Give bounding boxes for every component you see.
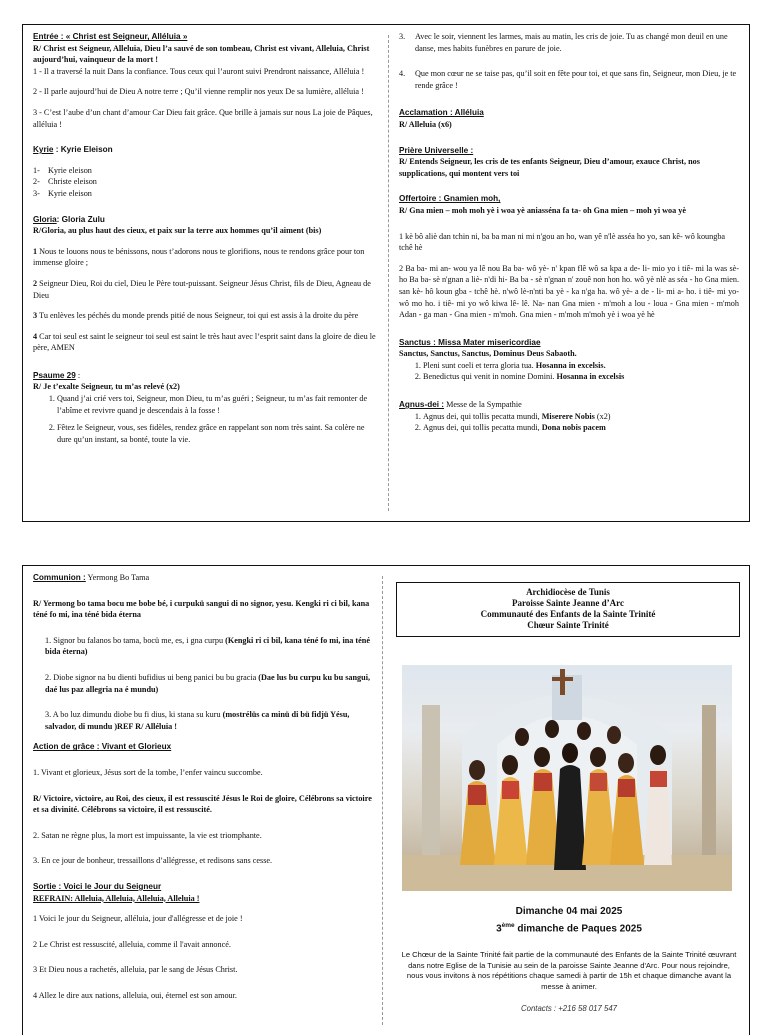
gloria-heading-title: : Gloria Zulu: [56, 214, 105, 224]
sanctus-heading: Sanctus : Missa Mater misericordiae: [399, 337, 541, 347]
psaume-refrain: R/ Je t’exalte Seigneur, tu m’as relevé (x2): [33, 382, 180, 392]
action-line-1: 1. Vivant et glorieux, Jésus sort de la tombe, l’enfer vaincu succombe.: [33, 767, 263, 777]
psaume-verse-list: [33, 393, 379, 445]
entree-verse-3: 3 - C’est l’aube d’un chant d’amour Car Dieu fait grâce. Que brille à jamais sur nous La joie de Pâques, alléluia !: [33, 107, 373, 129]
psaume-heading-label: Psaume 29: [33, 370, 76, 380]
agnus-heading-title: Messe de la Sympathie: [444, 400, 522, 410]
gloria-heading-label: Gloria: [33, 214, 57, 224]
communion-verse-2: 2. Diobe signor na bu dienti bufidius ui beng panici bu bu gracia (Dae lus bu curpu ku bu sangui, daé lus paz allegria na é mundu): [45, 672, 371, 694]
psaume-verse-4: 4. Que mon cœur ne se taise pas, qu’il soit en fête pour toi, et que sans fin, Seigneur, mon Dieu, je te rende grâce !: [399, 69, 737, 90]
psaume-verse: 1. Quand j’ai crié vers toi, Seigneur, mon Dieu, tu m’as guéri ; Seigneur, tu m’as fait remonter de l’abîme et revivre quand je descendais à la fosse !: [57, 393, 379, 416]
sortie-verse-4: 4 Allez le dire aux nations, alleluia, oui, éternel est son amour.: [33, 990, 237, 1000]
gloria-heading: [33, 214, 379, 226]
kyrie-heading-title: : Kyrie Eleison: [53, 145, 113, 155]
kyrie-item: 3- Kyrie eleison: [33, 188, 92, 198]
gloria-verse-2: 2 Seigneur Dieu, Roi du ciel, Dieu le Père tout-puissant. Seigneur Jésus Christ, fils de Dieu, Agneau de Dieu: [33, 278, 371, 300]
entree-heading: Entrée : « Christ est Seigneur, Alléluia »: [33, 32, 188, 41]
kyrie-item: 1- Kyrie eleison: [33, 165, 92, 175]
sortie-heading: Sortie : Voici le Jour du Seigneur: [33, 881, 162, 891]
date-line: Dimanche 04 mai 2025: [515, 906, 623, 917]
action-heading: Action de grâce : Vivant et Glorieux: [33, 742, 172, 752]
parish-header: [396, 582, 740, 637]
communion-verse-3: 3. A bo luz dimundu diobe bu fi dius, ki stana su kuru (mostrélüs ca minü di bü fidjü Yésu, salvador, di mundu )REF R/ Alléluia !: [45, 710, 350, 731]
gloria-verse-3: 3 Tu enlèves les péchés du monde prends pitié de nous Seigneur, toi qui est assis à la droite du père: [33, 311, 359, 321]
agnus-item: 2. Agnus dei, qui tollis pecatta mundi, Dona nobis pacem: [423, 422, 739, 434]
program-page-1: [22, 24, 750, 522]
sortie-verse-3: 3 Et Dieu nous a rachetés, alleluia, par le sang de Jésus Christ.: [33, 965, 238, 975]
choir-photo-illustration: [402, 665, 732, 891]
mass-date: [394, 905, 744, 936]
communion-refrain: R/ Yermong bo tama bocu me bobe bé, i curpukü sangui di no signor, yesu. Kengki ri ci bil, kana téné fo mi, ina téné bida éterna: [33, 598, 370, 620]
gloria-verse-1: 1 Nous te louons nous te bénissons, nous t’adorons nous te glorifions, nous te rendons grâce pour ton immense gloire ;: [33, 246, 365, 268]
agnus-heading: [399, 399, 739, 411]
sunday-line: 3ème dimanche de Paques 2025: [496, 922, 642, 935]
page2-left-column: [33, 572, 379, 1031]
psaume-heading-colon: :: [75, 370, 81, 380]
archdiocese-line: Archidiocèse de Tunis: [526, 587, 610, 597]
action-line-2: 2. Satan ne règne plus, la mort est impuissante, la vie est triomphante.: [33, 830, 262, 840]
kyrie-item: 2- Christe eleison: [33, 177, 97, 187]
column-divider: [382, 576, 383, 1025]
priere-refrain: R/ Entends Seigneur, les cris de tes enfants Seigneur, Dieu d’amour, exauce Christ, nos supplications, qui montent vers toi: [399, 157, 700, 178]
agnus-list: [399, 411, 739, 434]
page1-left-column: [33, 31, 379, 517]
psaume-verse-3: 3. Avec le soir, viennent les larmes, mais au matin, les cris de joie. Tu as changé mon deuil en une danse, mes habits funèbres en parure de joie.: [399, 32, 728, 53]
kyrie-heading-label: Kyrie: [33, 145, 54, 155]
sanctus-line: Sanctus, Sanctus, Sanctus, Dominus Deus Sabaoth.: [399, 349, 577, 359]
sortie-refrain: REFRAIN: Alleluia, Alleluia, Alleluia, Alleluia !: [33, 893, 200, 903]
psaume-heading: [33, 370, 379, 382]
acclamation-refrain: R/ Alleluia (x6): [399, 119, 452, 129]
choir-description: Le Chœur de la Sainte Trinité fait partie de la communauté des Enfants de la Sainte Trinité œuvrant dans notre Eglise de la Tunisie au sein de la paroisse Sainte Jeanne d'Arc. Pour nous rejoindre, nous vous invitons à nos répétitions chaque samedi à partir de 15h et chaque dimanche avant la messe à animer.: [401, 950, 737, 991]
communion-heading-title: Yermong Bo Tama: [85, 573, 150, 582]
program-page-2: [22, 565, 750, 1035]
choir-line: Chœur Sainte Trinité: [527, 620, 609, 630]
choir-photo: [402, 665, 732, 891]
offertoire-heading: Offertoire : Gnamien moh,: [399, 194, 501, 204]
column-divider: [388, 35, 389, 511]
communion-heading: [33, 572, 379, 584]
communion-heading-label: Communion :: [33, 573, 86, 582]
page2-right-column: [394, 572, 744, 1031]
agnus-item: 1. Agnus dei, qui tollis pecatta mundi, Miserere Nobis (x2): [423, 411, 739, 423]
sortie-verse-2: 2 Le Christ est ressuscité, alleluia, comme il l'avait annoncé.: [33, 939, 231, 949]
communion-verse-1: 1. Signor bu falanos bo tama, bocü me, es, i gna curpu (Kengki ri ci bil, kana téné fo mi, ina téné bida éterna): [45, 635, 370, 657]
parish-line: Paroisse Sainte Jeanne d’Arc: [512, 598, 624, 608]
sanctus-list: [399, 360, 739, 383]
sortie-verse-1: 1 Voici le jour du Seigneur, alléluia, jour d'allégresse et de joie !: [33, 914, 243, 924]
offertoire-verse-2: 2 Ba ba- mi an- wou ya lê nou Ba ba- wô yè- n' kpan flê wô sa kpa a de- li- mio yo i tiê- mi la was sè- ho Ba ba- sè n'gnan a liè- n'di hi- Ba ba - sè n'gnan n' zouê non hon ho. wô yè nlè as séa - ho Gna mien. san kè- hô koun gba - tchê hè. n'wô lè-n'nti ba yè - ka n'ga ha. wô yè- a de - li- mi a- ho. i tiê- mi yo- wô mo ho. i tiê- mi yo wô kiwa lê- lê. Na- nan Gna mien - m'moh a lou - loua - Gna mien - m'moh Adan - ga man - Gna mien - m'moh. Gna mien - m'moh m'moh yè i woa yè hè: [399, 263, 739, 320]
entree-verse-1: 1 - Il a traversé la nuit Dans la confiance. Tous ceux qui l’auront suivi Prendront naissance, Alléluia !: [33, 66, 365, 76]
page1-right-column: [399, 31, 739, 517]
action-refrain: R/ Victoire, victoire, au Roi, des cieux, il est ressuscité Jésus le Roi de gloire, Célébrons sa victoire et sa divinité. Célébrons sa victoire, il est ressuscité.: [33, 793, 372, 815]
entree-refrain: R/ Christ est Seigneur, Alleluia, Dieu l’a sauvé de son tombeau, Christ est vivant, Alleluia, Christ aujourd’hui, vainqueur de la mort !: [33, 43, 370, 65]
kyrie-heading: [33, 144, 379, 156]
gloria-refrain: R/Gloria, au plus haut des cieux, et paix sur la terre aux hommes qu’il aiment (bis): [33, 226, 322, 236]
psaume-verse: 2. Fêtez le Seigneur, vous, ses fidèles, rendez grâce en rappelant son nom très saint. Sa colère ne dure qu’un instant, sa bonté, toute la vie.: [57, 422, 379, 445]
agnus-heading-label: Agnus-dei :: [399, 400, 445, 410]
action-line-3: 3. En ce jour de bonheur, tressaillons d’allégresse, et redisons sans cesse.: [33, 856, 273, 866]
sanctus-item: 2. Benedictus qui venit in nomine Domini. Hosanna in excelsis: [423, 371, 739, 383]
community-line: Communauté des Enfants de la Sainte Trinité: [480, 609, 656, 619]
offertoire-refrain: R/ Gna mien – moh moh yè i woa yè aniasséna fa ta- oh Gna mien – moh yi woa yè: [399, 205, 687, 215]
acclamation-heading: Acclamation : Alléluia: [399, 108, 484, 118]
contact-info: Contacts : +216 58 017 547: [520, 1003, 618, 1013]
offertoire-verse-1: 1 kè bô aliè dan tchin ni, ba ba man ni mi n'gou an ho, wan yê n'lè asséa ho yo, san kê- wô koungba tchê hè: [399, 231, 726, 253]
priere-heading: Prière Universelle :: [399, 145, 474, 155]
gloria-verse-4: 4 Car toi seul est saint le seigneur toi seul est saint le très haut avec l’esprit saint dans la gloire de dieu le père, AMEN: [33, 331, 376, 353]
kyrie-list: [33, 165, 379, 200]
entree-verse-2: 2 - Il parle aujourd’hui de Dieu A notre terre ; Qu’il vienne remplir nos yeux De sa lumière, alléluia !: [33, 87, 364, 97]
sanctus-item: 1. Pleni sunt coeli et terra gloria tua. Hosanna in excelsis.: [423, 360, 739, 372]
